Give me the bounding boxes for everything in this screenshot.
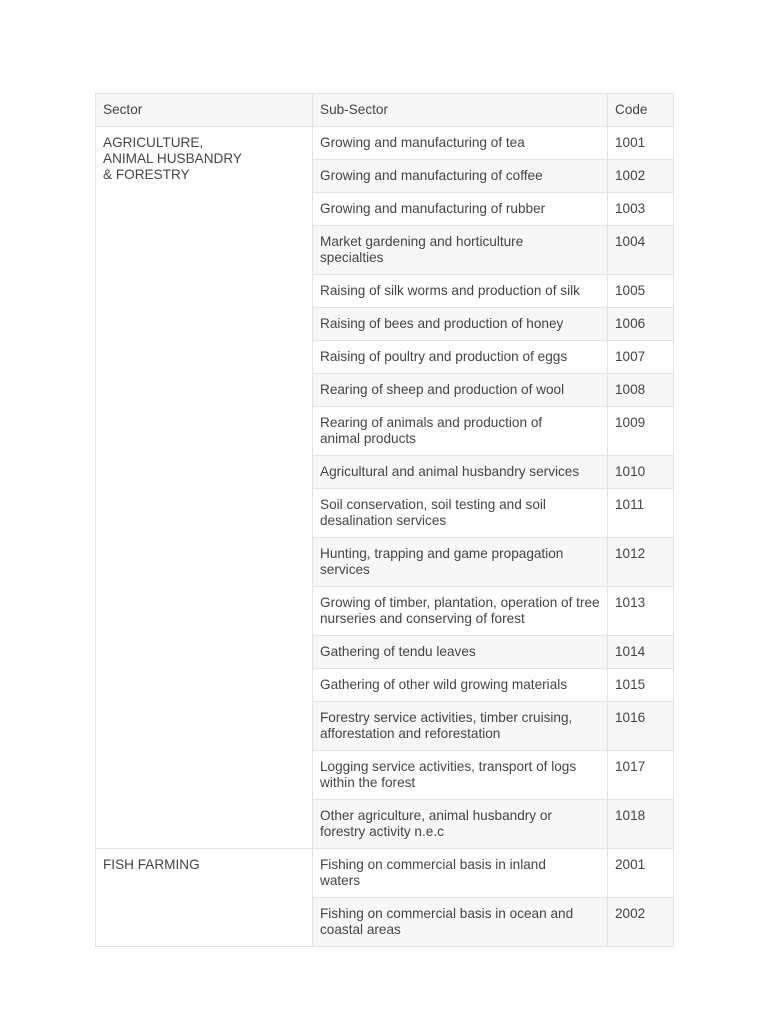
code-cell: 1013 (608, 587, 674, 636)
code-cell: 1003 (608, 193, 674, 226)
sub-sector-column-header: Sub-Sector (313, 94, 608, 127)
code-cell: 1006 (608, 308, 674, 341)
table-header-row (96, 94, 674, 127)
sub-sector-cell: Hunting, trapping and game propagation services (313, 538, 608, 587)
sector-code-table (95, 93, 674, 947)
code-cell: 1018 (608, 800, 674, 849)
sub-sector-cell: Gathering of other wild growing materials (313, 669, 608, 702)
code-cell: 1001 (608, 127, 674, 160)
code-cell: 1009 (608, 407, 674, 456)
code-cell: 2002 (608, 898, 674, 947)
sub-sector-cell: Gathering of tendu leaves (313, 636, 608, 669)
code-cell: 1004 (608, 226, 674, 275)
sub-sector-cell: Rearing of animals and production of animal products (313, 407, 608, 456)
code-cell: 1008 (608, 374, 674, 407)
code-cell: 1014 (608, 636, 674, 669)
sub-sector-cell: Agricultural and animal husbandry services (313, 456, 608, 489)
code-cell: 2001 (608, 849, 674, 898)
code-column-header: Code (608, 94, 674, 127)
code-cell: 1016 (608, 702, 674, 751)
code-cell: 1010 (608, 456, 674, 489)
code-cell: 1015 (608, 669, 674, 702)
sector-cell: FISH FARMING (96, 849, 313, 947)
sub-sector-cell: Soil conservation, soil testing and soil desalination services (313, 489, 608, 538)
table-row (96, 849, 674, 898)
sub-sector-cell: Other agriculture, animal husbandry or forestry activity n.e.c (313, 800, 608, 849)
sub-sector-cell: Rearing of sheep and production of wool (313, 374, 608, 407)
sub-sector-cell: Growing and manufacturing of tea (313, 127, 608, 160)
sub-sector-cell: Raising of poultry and production of eggs (313, 341, 608, 374)
code-cell: 1012 (608, 538, 674, 587)
sector-column-header: Sector (96, 94, 313, 127)
sub-sector-cell: Growing of timber, plantation, operation of tree nurseries and conserving of forest (313, 587, 608, 636)
sub-sector-cell: Growing and manufacturing of rubber (313, 193, 608, 226)
sub-sector-cell: Logging service activities, transport of logs within the forest (313, 751, 608, 800)
sub-sector-cell: Raising of silk worms and production of silk (313, 275, 608, 308)
sub-sector-cell: Growing and manufacturing of coffee (313, 160, 608, 193)
sub-sector-cell: Fishing on commercial basis in inland waters (313, 849, 608, 898)
sub-sector-cell: Market gardening and horticulture specialties (313, 226, 608, 275)
sub-sector-cell: Forestry service activities, timber cruising, afforestation and reforestation (313, 702, 608, 751)
sub-sector-cell: Fishing on commercial basis in ocean and coastal areas (313, 898, 608, 947)
code-cell: 1017 (608, 751, 674, 800)
code-cell: 1007 (608, 341, 674, 374)
sub-sector-cell: Raising of bees and production of honey (313, 308, 608, 341)
code-cell: 1011 (608, 489, 674, 538)
table-row (96, 127, 674, 160)
sector-cell: AGRICULTURE, ANIMAL HUSBANDRY & FORESTRY (96, 127, 313, 849)
code-cell: 1002 (608, 160, 674, 193)
code-cell: 1005 (608, 275, 674, 308)
table-body (96, 127, 674, 947)
